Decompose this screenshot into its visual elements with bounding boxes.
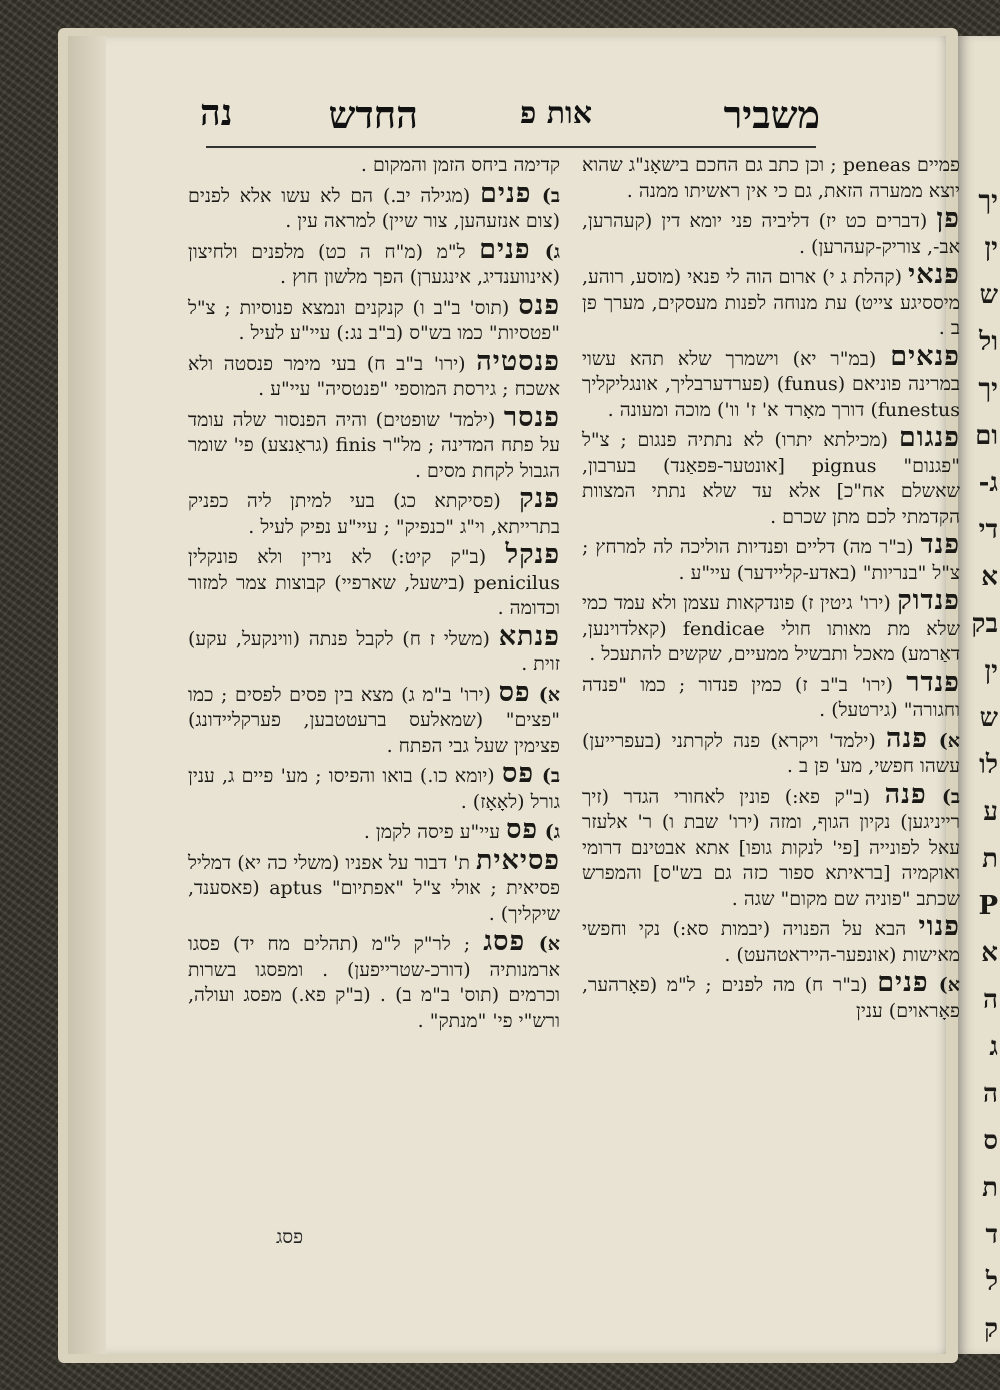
entry-text: (משלי ז ח) לקבל פנתה (ווינקעל, עקע) זוית .	[188, 627, 560, 675]
dictionary-entry	[582, 585, 960, 668]
entry-text: (קהלת ג י) ארום הוה לי פנאי (מוסע, רוהע, מיססיגע צייט) עת מנוחה לפנות מעסקים, מערך פן ב .	[582, 266, 960, 339]
entry-headword: פנים	[480, 177, 532, 209]
facing-page-fragment: ין	[984, 233, 998, 263]
entry-text: (ילמד' שופטים) והיה הפנסור שלה עומד על פתח המדינה ; מל"ר finis (גראַנצע) פי' שומר הגבול לקחת מסים .	[188, 408, 561, 482]
facing-page-fragment: יך	[978, 186, 998, 216]
entry-headword: פנגום	[898, 422, 960, 453]
dictionary-entry	[188, 844, 560, 928]
facing-page-fragment: ש	[979, 280, 998, 310]
dictionary-entry	[582, 422, 960, 530]
entry-number: א)	[928, 974, 960, 996]
entry-headword: פנקל	[505, 539, 561, 570]
facing-page-edge	[958, 36, 1000, 1354]
entry-text: פמיים peneas ; וכן כתב גם החכם בישאָנ"ג שהוא יוצא ממערה הזאת, גם כי אין ראשיתו ממנה .	[582, 154, 960, 202]
entry-headword: פנד	[920, 529, 960, 560]
entry-headword: פנה	[884, 778, 927, 810]
entry-text: (ירו' גיטין ז) פונדקאות עצמן ולא עמד כמי שלא מת מאותו חולי fendicae (קאלדוינען, דאַרמע) מאכל ותבשיל ממעיים, שקשים להתעכל .	[582, 592, 960, 665]
entry-text: (ב"ק פא:) פונין לאחורי הגדר (זיך רייניגען) נקיון הגוף, ומזה (ירו' שבת ו) ר' אלעזר עאל לפונייה [פי' לנקות גופו] אתא אבטינם דרומי ואוקמיה [בראיתא ספור כזה גם בש"ס] והמפרש שכתב "פוניה שם מקום" שגה .	[582, 785, 960, 910]
entry-headword: פס	[501, 758, 535, 789]
facing-page-fragment: ש	[979, 703, 998, 733]
entry-text: (ב"ק קיט:) לא נירין ולא פונקלין penicilus (בישעל, שארפיי) קבוצות צמר למזור וכדומה .	[188, 546, 560, 619]
facing-page-fragment: ה	[983, 1079, 998, 1109]
facing-page-fragment: ת	[982, 1173, 998, 1203]
left-column	[188, 153, 560, 1036]
facing-page-fragment: ע	[983, 797, 998, 827]
dictionary-entry	[582, 259, 960, 342]
entry-text: (במ"ר יא) וישמרך שלא תהא עשוי במרינה פוניאם (funus) (פערדערבליך, אונגליקליך funestus) דורך מאָרד א' ז' וו') מוכה ומעונה .	[582, 347, 960, 421]
dictionary-entry	[188, 758, 561, 815]
dictionary-entry	[582, 529, 960, 586]
entry-text: קדימה ביחס הזמן והמקום .	[360, 154, 560, 176]
entry-text: (יומא כו.) בואו והפיסו ; מע' פיים ג, ענין גורל (לאָאָז) .	[188, 765, 560, 813]
entry-number: ג)	[538, 821, 560, 843]
entry-headword: פנדר	[906, 666, 960, 698]
facing-page-fragment: ג	[989, 1032, 998, 1062]
entry-number: ג)	[530, 240, 560, 263]
facing-page-fragment: לו	[979, 750, 998, 780]
entry-headword: פנה	[886, 722, 928, 754]
dictionary-entry	[582, 153, 960, 204]
header-title-left: החדש	[328, 92, 418, 137]
facing-page-fragment: ת	[982, 844, 998, 874]
entry-headword: פסג	[483, 926, 526, 957]
catchword: פסג	[276, 1226, 304, 1248]
entry-number: ב)	[531, 184, 560, 207]
dictionary-entry	[188, 676, 560, 760]
dictionary-entry	[188, 483, 560, 540]
entry-headword: פסיאית	[475, 844, 560, 876]
dictionary-entry	[582, 203, 960, 260]
entry-headword: פנים	[479, 233, 531, 265]
page-gutter	[68, 36, 106, 1354]
entry-number: א)	[525, 933, 560, 955]
entry-text: (ירו' ב"ב ז) כמין פנדור ; כמו "פנדה וחגורה" (גירטעל) .	[582, 673, 960, 721]
header-title-right: משביר	[723, 92, 820, 137]
dictionary-entry	[188, 620, 560, 678]
entry-headword: פנס	[518, 289, 561, 321]
entry-headword: פנסטיה	[476, 345, 560, 377]
entry-text: עיי"ע פיסה לקמן .	[363, 821, 501, 843]
entry-text: ת' דבור על אפניו (משלי כה יא) דמליל פסיאית ; אולי צ"ל "אפתיום" aptus (פאסענד, שיקליך) .	[188, 851, 560, 925]
entry-headword: פס	[506, 814, 539, 845]
entry-text: (מגילה יב.) הם לא עשו אלא לפנים (צום אנזעהען, צור שיין) למראה עין .	[188, 184, 560, 232]
entry-text: (ילמד' ויקרא) פנה לקרתני (בעפרייען) עשהו חפשי, מע' פן ב .	[582, 729, 960, 777]
entry-headword: פנק	[519, 483, 560, 514]
entry-headword: פנים	[877, 967, 929, 998]
entry-headword: פנתא	[498, 620, 560, 652]
entry-headword: פס	[498, 676, 531, 708]
entry-number: א)	[530, 683, 560, 706]
entry-text: (מכילתא יתרו) לא נתתיה פנגום ; צ"ל "פגנום" pignus [אונטער-פּפאַנד) בערבון, שאשלם אח"כ] אלא עד שלא נתתי המצוות הקדמתי לכם מתן שכרם .	[582, 429, 960, 528]
entry-text: (פסיקתא כג) בעי למיתן ליה כפניק בתרייתא, וי"ג "כנפיק" ; עיי"ע נפיק לעיל .	[188, 490, 560, 538]
facing-page-fragment: ק	[984, 1314, 998, 1344]
entry-text: (ירו' ב"ב ח) בעי מימר פנסטה ולא אשכח ; גירסת המוספי "פנטסיה" עיי"ע .	[188, 352, 560, 400]
facing-page-fragment: א	[981, 562, 998, 592]
facing-page-fragment: ל	[985, 1267, 998, 1297]
entry-text: (ירו' ב"מ ג) מצא בין פסים לפסים ; כמו "פצים" (שמאלעס ברעטטבען, פערקליידונג) פצימין שעל גבי הפתח .	[188, 683, 560, 757]
dictionary-entry	[188, 177, 560, 235]
entry-headword: פנוי	[918, 911, 960, 942]
header-rule	[206, 146, 816, 148]
dictionary-entry	[188, 233, 560, 291]
dictionary-entry	[188, 814, 560, 846]
dictionary-entry	[188, 345, 560, 403]
page-number: נה	[200, 92, 233, 134]
entry-headword: פנסר	[503, 401, 560, 433]
entry-headword: פנאים	[890, 340, 960, 372]
dictionary-entry	[582, 340, 960, 424]
entry-text: הבא על הפנויה (יבמות סא:) נקי וחפשי מאישות (אונפער-הייראטהעט) .	[582, 918, 960, 966]
entry-text: (ב"ר מה) דליים ופנדיות הוליכה לה למרחץ ; צ"ל "בנריות" (באדע-קליידער) עיי"ע .	[582, 536, 960, 584]
facing-page-fragment: בק	[971, 609, 998, 639]
header-letter: אות פ	[520, 96, 592, 131]
facing-page-fragment: ס	[983, 1126, 998, 1156]
entry-number: א)	[928, 729, 960, 752]
dictionary-entry	[582, 722, 960, 780]
facing-page-fragment: ין	[984, 656, 998, 686]
facing-page-fragment: P	[978, 891, 998, 921]
dictionary-entry	[582, 666, 960, 724]
entry-headword: פנדוק	[897, 585, 960, 616]
dictionary-entry	[188, 401, 561, 485]
running-header	[200, 92, 820, 138]
facing-page-fragment: ול	[979, 327, 998, 357]
dictionary-entry	[582, 778, 961, 913]
dictionary-entry	[188, 926, 560, 1034]
facing-page-fragment: ה	[983, 985, 998, 1015]
entry-text: (תוס' ב"ב ו) קנקנים ונמצא פנוסיות ; צ"ל "פטסיות" כמו בש"ס (ב"ב נג:) עיי"ע לעיל .	[188, 296, 560, 344]
facing-page-fragment: ום	[975, 421, 998, 451]
dictionary-entry	[582, 967, 960, 1024]
right-column	[582, 153, 960, 1026]
entry-text: (ב"ר ח) מה לפנים ; ל"מ (פאָרהער, פאָראוים) ענין	[582, 974, 960, 1022]
dictionary-entry	[188, 153, 560, 179]
facing-page-fragment: א	[981, 938, 998, 968]
entry-text: (דברים כט יז) דליביה פני יומא דין (קעהרען, אב-, צוריק-קעהרען) .	[582, 210, 960, 258]
entry-text: ל"מ (מ"ח ה כט) מלפנים ולחיצון (אינווענדיג, אינגערן) הפך מלשון חוץ .	[188, 240, 560, 288]
entry-headword: פן	[936, 203, 960, 234]
dictionary-entry	[582, 911, 960, 968]
facing-page-fragment: יך	[978, 374, 998, 404]
entry-text: ; לר"ק ל"מ (תהלים מח יד) פסגו ארמנותיה (דורכ-שטרייפען) . ומפסגו בשרות וכרמים (תוס' ב"מ ב) . (ב"ק פא.) מפסג ועולה, ורש"י פי' "מנתק" .	[188, 933, 560, 1032]
entry-headword: פנאי	[908, 259, 960, 290]
dictionary-entry	[188, 289, 561, 347]
facing-page-fragment: ד	[985, 1220, 998, 1250]
entry-number: ב)	[534, 765, 561, 787]
entry-number: ב)	[926, 785, 961, 808]
dictionary-entry	[188, 539, 561, 622]
facing-page-fragment: ג-	[978, 468, 998, 498]
facing-page-fragment: די	[978, 515, 998, 545]
